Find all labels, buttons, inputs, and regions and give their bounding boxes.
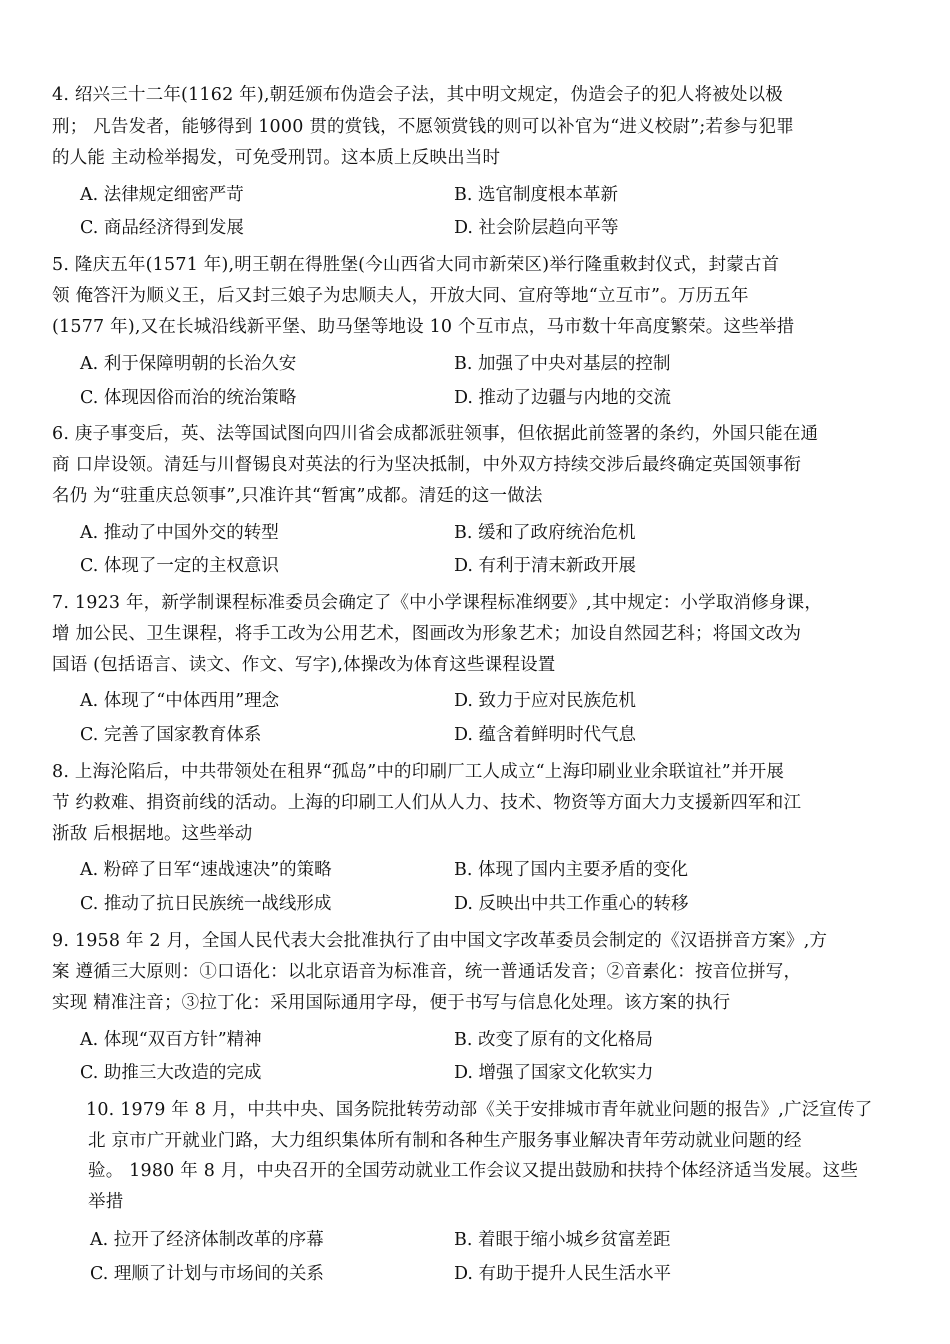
question-7-line-1: 7. 1923 年，新学制课程标准委员会确定了《中小学课程标准纲要》,其中规定：小学取消修身课，: [52, 593, 823, 613]
question-7-line-2: 增 加公民、卫生课程，将手工改为公用艺术，图画改为形象艺术；加设自然园艺科；将国文改为: [52, 624, 802, 644]
question-6-option-c[interactable]: C. 体现了一定的主权意识: [80, 556, 279, 576]
question-10-line-3: 验。 1980 年 8 月，中央召开的全国劳动就业工作会议又提出鼓励和扶持个体经济适当发展。这些: [88, 1161, 859, 1181]
question-7-option-b[interactable]: D. 致力于应对民族危机: [454, 691, 637, 711]
question-4-option-d[interactable]: D. 社会阶层趋向平等: [454, 218, 619, 238]
question-4-line-3: 的人能 主动检举揭发，可免受刑罚。这本质上反映出当时: [52, 148, 501, 168]
question-4-option-a[interactable]: A. 法律规定细密严苛: [80, 185, 244, 205]
question-4-option-c[interactable]: C. 商品经济得到发展: [80, 218, 244, 238]
question-6-line-2: 商 口岸设领。清廷与川督锡良对英法的行为坚决抵制，中外双方持续交涉后最终确定英国领事衔: [52, 455, 802, 475]
question-10-option-d[interactable]: D. 有助于提升人民生活水平: [454, 1264, 672, 1284]
question-5-line-1: 5. 隆庆五年(1571 年),明王朝在得胜堡(今山西省大同市新荣区)举行隆重敕封仪式，封蒙古首: [52, 255, 780, 275]
question-8-option-a[interactable]: A. 粉碎了日军“速战速决”的策略: [80, 860, 332, 880]
question-10-option-c[interactable]: C. 理顺了计划与市场间的关系: [90, 1264, 324, 1284]
question-6-line-3: 名仍 为“驻重庆总领事”,只准许其“暂寓”成都。清廷的这一做法: [52, 486, 543, 506]
question-10-line-2: 北 京市广开就业门路，大力组织集体所有制和各种生产服务事业解决青年劳动就业问题的经: [88, 1131, 802, 1151]
question-8-line-2: 节 约救难、捐资前线的活动。上海的印刷工人们从人力、技术、物资等方面大力支援新四军和江: [52, 793, 802, 813]
question-4-option-b[interactable]: B. 选官制度根本革新: [454, 185, 618, 205]
question-5-option-a[interactable]: A. 利于保障明朝的长治久安: [80, 354, 297, 374]
question-5-line-2: 领 俺答汗为顺义王，后又封三娘子为忠顺夫人，开放大同、宣府等地“立互市”。万历五年: [52, 286, 749, 306]
question-7-option-d[interactable]: D. 蕴含着鲜明时代气息: [454, 725, 637, 745]
question-9-option-b[interactable]: B. 改变了原有的文化格局: [454, 1030, 653, 1050]
question-8-option-b[interactable]: B. 体现了国内主要矛盾的变化: [454, 860, 688, 880]
question-5-option-b[interactable]: B. 加强了中央对基层的控制: [454, 354, 671, 374]
question-4-line-2: 刑； 凡告发者，能够得到 1000 贯的赏钱，不愿领赏钱的则可以补官为“进义校尉”;若参与犯罪: [52, 117, 794, 137]
question-9-line-3: 实现 精准注音；③拉丁化：采用国际通用字母，便于书写与信息化处理。该方案的执行: [52, 993, 731, 1013]
question-6-line-1: 6. 庚子事变后，英、法等国试图向四川省会成都派驻领事，但依据此前签署的条约，外国只能在通: [52, 424, 819, 444]
question-5-line-3: (1577 年),又在长城沿线新平堡、助马堡等地设 10 个互市点，马市数十年高度繁荣。这些举措: [52, 317, 795, 337]
question-8-line-1: 8. 上海沦陷后，中共带领处在租界“孤岛”中的印刷厂工人成立“上海印刷业业余联谊社”并开展: [52, 762, 785, 782]
question-5-option-c[interactable]: C. 体现因俗而治的统治策略: [80, 388, 297, 408]
question-6-option-d[interactable]: D. 有利于清末新政开展: [454, 556, 637, 576]
question-9-line-2: 案 遵循三大原则：①口语化：以北京语音为标准音，统一普通话发音；②音素化：按音位拼写，: [52, 962, 802, 982]
question-9-option-a[interactable]: A. 体现“双百方针”精神: [80, 1030, 262, 1050]
question-10-line-4: 举措: [88, 1192, 124, 1212]
question-8-option-c[interactable]: C. 推动了抗日民族统一战线形成: [80, 894, 332, 914]
question-8-option-d[interactable]: D. 反映出中共工作重心的转移: [454, 894, 689, 914]
question-5-option-d[interactable]: D. 推动了边疆与内地的交流: [454, 388, 672, 408]
question-10-line-1: 10. 1979 年 8 月，中共中央、国务院批转劳动部《关于安排城市青年就业问题的报告》,广泛宣传了: [86, 1100, 873, 1120]
question-9-option-c[interactable]: C. 助推三大改造的完成: [80, 1063, 262, 1083]
question-7-option-a[interactable]: A. 体现了“中体西用”理念: [80, 691, 280, 711]
question-9-line-1: 9. 1958 年 2 月，全国人民代表大会批准执行了由中国文字改革委员会制定的《汉语拼音方案》,方: [52, 931, 828, 951]
question-6-option-a[interactable]: A. 推动了中国外交的转型: [80, 523, 279, 543]
question-7-line-3: 国语 (包括语言、读文、作文、写字),体操改为体育这些课程设置: [52, 655, 556, 675]
question-6-option-b[interactable]: B. 缓和了政府统治危机: [454, 523, 636, 543]
question-9-option-d[interactable]: D. 增强了国家文化软实力: [454, 1063, 654, 1083]
question-7-option-c[interactable]: C. 完善了国家教育体系: [80, 725, 262, 745]
question-8-line-3: 浙敌 后根据地。这些举动: [52, 824, 253, 844]
question-4-line-1: 4. 绍兴三十二年(1162 年),朝廷颁布伪造会子法，其中明文规定，伪造会子的犯人将被处以极: [52, 85, 783, 105]
question-10-option-a[interactable]: A. 拉开了经济体制改革的序幕: [90, 1230, 324, 1250]
question-10-option-b[interactable]: B. 着眼于缩小城乡贫富差距: [454, 1230, 671, 1250]
